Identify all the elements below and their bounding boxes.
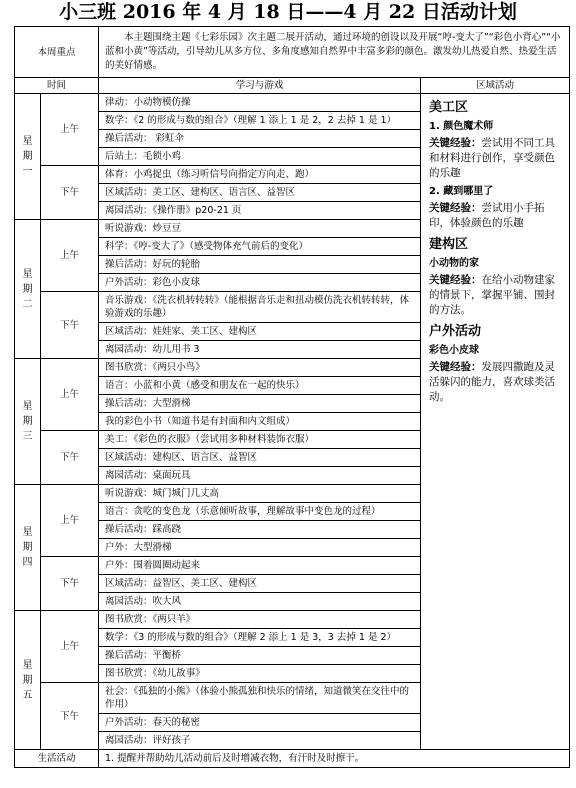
key-experience-label: 关键经验：: [429, 274, 482, 286]
key-experience-text: 尝试用小手拓印，体验颜色的乐趣: [429, 202, 545, 229]
activity-item: 数学：《2 的形成与数的组合》（理解 1 添上 1 是 2，2 去掉 1 是 1）: [99, 112, 421, 130]
activity-item: 区域活动：建构区、语言区、益智区: [99, 449, 421, 467]
life-activity-row: [15, 750, 570, 768]
key-experience-text: 尝试用不同工具和材料进行创作，享受颜色的乐趣: [429, 137, 556, 179]
activity-item: 户外：大型滑梯: [99, 539, 421, 557]
activity-item: 户外：围着圆圈动起来: [99, 557, 421, 575]
activity-item: 操后活动：大型滑梯: [99, 395, 421, 413]
activity-item: 我的彩色小书（知道书是有封面和内文组成）: [99, 413, 421, 431]
activity-item: 离园活动：幼儿用书 3: [99, 341, 421, 359]
activity-item: 科学：《哼-变大了》（感受物体充气前后的变化）: [99, 238, 421, 256]
activity-item: 体育：小鸡捉虫（练习听信号向指定方向走、跑）: [99, 166, 421, 184]
life-activity-label: 生活活动: [15, 750, 99, 768]
activity-item: 语言：小蓝和小黄（感受和朋友在一起的快乐）: [99, 377, 421, 395]
day-label-char: 期: [22, 542, 33, 553]
activity-item: 社会：《孤独的小熊》（体验小熊孤独和快乐的情绪，知道微笑在交往中的作用）: [99, 683, 421, 714]
period-label: 下午: [41, 292, 99, 359]
activity-item: 操后活动：好玩的轮胎: [99, 256, 421, 274]
key-experience-text: 发展四撒跑及灵活躲闪的能力，喜欢球类活动。: [429, 361, 556, 403]
build-item-desc: [429, 273, 563, 318]
day-label-char: 五: [22, 689, 33, 701]
day-label-char: 星: [22, 136, 33, 147]
activity-item: 户外活动：春天的秘密: [99, 714, 421, 732]
day-label-char: 二: [22, 298, 33, 310]
activity-item: 图书欣赏：《两只小鸟》: [99, 359, 421, 377]
day-label-char: 星: [22, 527, 33, 538]
activity-item: 区域活动：娃娃家、美工区、建构区: [99, 323, 421, 341]
art-item-desc: [429, 136, 563, 181]
period-label: 下午: [41, 683, 99, 750]
plan-table-body: [15, 27, 570, 768]
activity-item: 图书欣赏：《两只羊》: [99, 611, 421, 629]
period-label: 下午: [41, 431, 99, 485]
activity-item: 离园活动：评好孩子: [99, 732, 421, 750]
art-area-heading: 美工区: [429, 100, 469, 115]
day-label-char: 三: [22, 431, 33, 442]
day-label-char: 星: [22, 659, 33, 671]
day-label: [15, 94, 41, 220]
day-label: [15, 611, 41, 750]
day-label-char: 期: [22, 283, 33, 295]
weekly-focus-row: [15, 27, 570, 78]
key-experience-label: 关键经验：: [429, 361, 482, 373]
area-activities-cell: [421, 94, 570, 750]
activity-item: 后站土：毛锁小鸡: [99, 148, 421, 166]
weekly-focus-text: 本主题围绕主题《七彩乐园》次主题二展开活动，通过环境的创设以及开展“哼-变大了”“彩色小背心”“小蓝和小黄”等活动，引导幼儿从多方位、多角度感知自然界中丰富多彩的颜色。激发幼儿热爱自然、热爱生活的美好情感。: [99, 27, 570, 78]
header-learning: 学习与游戏: [99, 78, 421, 94]
activity-item: 离园活动：吹大风: [99, 593, 421, 611]
activity-item: 操后活动：平衡桥: [99, 647, 421, 665]
weekly-focus-label: 本周重点: [15, 27, 99, 78]
period-label: 下午: [41, 557, 99, 611]
art-item-title: 2. 藏到哪里了: [429, 186, 494, 197]
activity-item: 区域活动：美工区、建构区、语言区、益智区: [99, 184, 421, 202]
day-label-char: 期: [22, 416, 33, 427]
day-label: [15, 220, 41, 359]
period-label: 上午: [41, 94, 99, 166]
header-row: [15, 78, 570, 94]
day-label-char: 期: [22, 674, 33, 686]
day-label-char: 四: [22, 557, 33, 568]
activity-item: 听说游戏：炒豆豆: [99, 220, 421, 238]
header-time: 时间: [15, 78, 99, 94]
day-label: [15, 359, 41, 485]
period-label: 上午: [41, 359, 99, 431]
activity-item: 律动：小动物模仿操: [99, 94, 421, 112]
activity-item: 离园活动：桌面玩具: [99, 467, 421, 485]
period-label: 上午: [41, 611, 99, 683]
build-item-title: 小动物的家: [429, 258, 480, 269]
outdoor-item-desc: [429, 360, 563, 405]
page-title: 小三班 2016 年 4 月 18 日——4 月 22 日活动计划: [59, 1, 517, 23]
activity-item: 音乐游戏：《洗衣机转转转》（能根据音乐走和扭动模仿洗衣机转转转，体验游戏的乐趣）: [99, 292, 421, 323]
key-experience-text: 在给小动物建家的情景下，掌握平铺、围封的方法。: [429, 274, 556, 316]
activity-item: 图书欣赏：《幼儿故事》: [99, 665, 421, 683]
activity-item: 语言：贪吃的变色龙（乐意倾听故事，理解故事中变色龙的过程）: [99, 503, 421, 521]
day-label-char: 一: [22, 166, 33, 177]
build-area-heading: 建构区: [429, 237, 469, 252]
period-label: 上午: [41, 485, 99, 557]
activity-item: 美工：《彩色的衣服》（尝试用多种材料装饰衣服）: [99, 431, 421, 449]
activity-item: 操后活动： 彩虹伞: [99, 130, 421, 148]
period-label: 上午: [41, 220, 99, 292]
plan-table: [14, 26, 570, 768]
day-label-char: 星: [22, 401, 33, 412]
key-experience-label: 关键经验：: [429, 202, 482, 214]
activity-item: 离园活动：《操作册》p20-21 页: [99, 202, 421, 220]
header-area: 区域活动: [421, 78, 570, 94]
activity-item: 数学：《3 的形成与数的组合》（理解 2 添上 1 是 3，3 去掉 1 是 2）: [99, 629, 421, 647]
activity-item: 操后活动：踩高跷: [99, 521, 421, 539]
schedule-row: [15, 94, 570, 112]
day-label-char: 期: [22, 151, 33, 162]
period-label: 下午: [41, 166, 99, 220]
art-item-desc: [429, 201, 563, 231]
day-label: [15, 485, 41, 611]
activity-item: 户外活动：彩色小皮球: [99, 274, 421, 292]
key-experience-label: 关键经验：: [429, 137, 482, 149]
outdoor-item-title: 彩色小皮球: [429, 345, 480, 356]
day-label-char: 星: [22, 268, 33, 280]
art-item-title: 1. 颜色魔术师: [429, 121, 494, 132]
activity-item: 听说游戏：城门城门几丈高: [99, 485, 421, 503]
life-activity-text: 1. 提醒并帮助幼儿活动前后及时增减衣物，有汗时及时擦干。: [99, 750, 570, 768]
outdoor-heading: 户外活动: [429, 324, 482, 339]
activity-item: 区域活动：益智区、美工区、建构区: [99, 575, 421, 593]
